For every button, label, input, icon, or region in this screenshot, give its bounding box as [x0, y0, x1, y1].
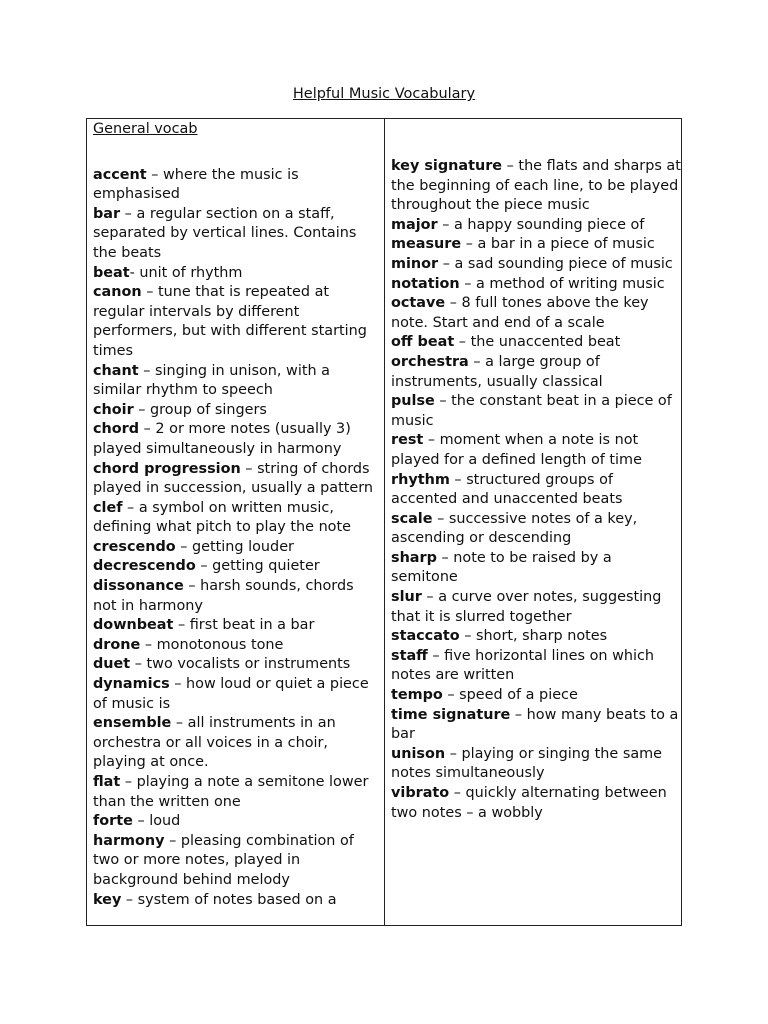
- vocab-definition: – a curve over notes, suggesting that it is slurred together: [391, 589, 662, 625]
- vocab-term: duet: [93, 656, 131, 673]
- vocab-definition: – short, sharp notes: [459, 628, 608, 645]
- vocab-term: orchestra: [391, 353, 469, 370]
- vocab-entry: [93, 655, 381, 675]
- vocab-entry: [391, 627, 681, 647]
- vocab-definition: – five horizontal lines on which notes are written: [391, 647, 654, 684]
- vocab-definition: – how many beats to a bar: [391, 706, 679, 743]
- vocab-term: minor: [391, 255, 439, 272]
- vocab-definition: – the unaccented beat: [454, 334, 621, 351]
- vocab-entry: [391, 235, 681, 255]
- vocab-entry: [93, 577, 381, 616]
- vocab-entry: [391, 588, 681, 627]
- vocab-entry: [93, 401, 381, 421]
- vocab-term: measure: [391, 236, 462, 253]
- vocab-entry: [93, 636, 381, 656]
- vocab-term: pulse: [391, 393, 435, 410]
- vocab-term: staff: [391, 647, 428, 664]
- vocab-entry: [391, 275, 681, 295]
- vocab-definition: – group of singers: [133, 401, 267, 418]
- vocab-entry: [391, 647, 681, 686]
- vocab-entry: [391, 353, 681, 392]
- vocab-definition: – playing a note a semitone lower than the written one: [93, 774, 369, 810]
- vocab-definition: – successive notes of a key, ascending or descending: [391, 510, 638, 547]
- vocab-term: octave: [391, 295, 446, 312]
- vocab-definition: – a method of writing music: [459, 275, 665, 292]
- vocab-definition: – quickly alternating between two notes – a wobbly: [391, 785, 667, 821]
- vocab-definition: – structured groups of accented and unaccented beats: [391, 471, 623, 508]
- vocab-definition: – speed of a piece: [442, 687, 578, 704]
- vocab-term: sharp: [391, 549, 437, 566]
- vocab-definition: – how loud or quiet a piece of music is: [93, 676, 369, 712]
- vocab-term: unison: [391, 745, 446, 762]
- vocab-term: rhythm: [391, 471, 450, 488]
- vocab-entry: [93, 205, 381, 264]
- vocab-entry: [391, 745, 681, 784]
- vocab-definition: – singing in unison, with a similar rhythm to speech: [93, 362, 330, 399]
- vocab-entry: [391, 686, 681, 706]
- page-title: Helpful Music Vocabulary: [292, 86, 476, 102]
- vocab-term: major: [391, 216, 438, 233]
- vocab-definition: – getting quieter: [195, 558, 320, 575]
- vocab-entry: [391, 471, 681, 510]
- vocab-term: notation: [391, 275, 460, 292]
- vocab-term: bar: [93, 205, 121, 222]
- section-heading: General vocab: [93, 121, 198, 137]
- vocab-term: beat: [93, 264, 130, 281]
- vocab-term: canon: [93, 284, 142, 301]
- vocab-entry: [93, 362, 381, 401]
- vocab-definition: – where the music is emphasised: [93, 166, 299, 203]
- vocab-definition: – loud: [132, 813, 181, 830]
- vocab-term: accent: [93, 166, 147, 183]
- vocab-term: ensemble: [93, 715, 172, 732]
- vocab-entry: [391, 333, 681, 353]
- vocab-definition: – all instruments in an orchestra or all voices in a choir, playing at once.: [93, 715, 336, 771]
- vocab-term: key: [93, 891, 122, 908]
- vocab-definition: – moment when a note is not played for a defined length of time: [391, 432, 642, 468]
- vocab-term: forte: [93, 813, 133, 830]
- vocab-entry: [93, 166, 381, 205]
- vocab-term: chord: [93, 421, 140, 438]
- vocab-definition: – monotonous tone: [140, 636, 284, 653]
- vocab-term: staccato: [391, 628, 460, 645]
- vocab-term: dissonance: [93, 578, 184, 595]
- column-divider: [384, 119, 385, 925]
- vocab-definition: – a happy sounding piece of: [437, 216, 645, 233]
- vocab-definition: – a sad sounding piece of music: [438, 255, 673, 272]
- vocab-definition: – a regular section on a staff, separated by vertical lines. Contains the beats: [93, 205, 357, 261]
- vocab-entry: [391, 431, 681, 470]
- vocab-term: off beat: [391, 334, 455, 351]
- vocab-term: decrescendo: [93, 558, 196, 575]
- vocab-entry: [93, 283, 381, 361]
- vocab-term: choir: [93, 401, 134, 418]
- vocab-term: rest: [391, 432, 424, 449]
- vocab-definition: – two vocalists or instruments: [130, 656, 351, 673]
- vocab-entry: [391, 255, 681, 275]
- vocab-definition: – note to be raised by a semitone: [391, 549, 612, 586]
- vocab-definition: – the flats and sharps at the beginning of each line, to be played throughout the piece music: [391, 158, 681, 214]
- vocab-entry: [391, 392, 681, 431]
- vocab-definition: – pleasing combination of two or more notes, played in background behind melody: [93, 832, 354, 888]
- vocab-entry: [93, 420, 381, 459]
- vocab-term: scale: [391, 510, 433, 527]
- vocab-entry: [391, 157, 681, 216]
- vocab-term: key signature: [391, 158, 503, 174]
- vocab-entry: [391, 294, 681, 333]
- vocab-entry: [93, 832, 381, 891]
- vocab-term: chord progression: [93, 460, 241, 477]
- vocabulary-table: [86, 118, 682, 926]
- vocab-entry: [93, 773, 381, 812]
- vocab-definition: – tune that is repeated at regular intervals by different performers, but with different starting times: [93, 284, 367, 359]
- vocab-term: crescendo: [93, 538, 176, 555]
- vocab-term: downbeat: [93, 617, 174, 634]
- vocab-entry: [93, 714, 381, 773]
- vocab-entry: [93, 812, 381, 832]
- vocab-term: flat: [93, 774, 121, 790]
- vocab-entry: [93, 499, 381, 538]
- vocab-entry: [391, 216, 681, 236]
- vocab-definition: – the constant beat in a piece of music: [391, 393, 672, 429]
- vocab-entry: [93, 460, 381, 499]
- vocab-definition: – harsh sounds, chords not in harmony: [93, 578, 354, 614]
- vocab-term: chant: [93, 362, 139, 379]
- vocab-term: harmony: [93, 832, 165, 849]
- vocab-definition: – a bar in a piece of music: [461, 236, 655, 253]
- vocab-entry: [391, 549, 681, 588]
- vocab-term: drone: [93, 636, 141, 653]
- vocab-entry: [93, 538, 381, 558]
- vocab-definition: - unit of rhythm: [129, 264, 243, 281]
- vocab-term: tempo: [391, 687, 443, 704]
- vocab-entry: [93, 264, 381, 284]
- vocab-entry: [391, 784, 681, 823]
- vocab-definition: – playing or singing the same notes simultaneously: [391, 745, 663, 782]
- vocab-term: clef: [93, 499, 123, 516]
- vocab-definition: – 2 or more notes (usually 3) played simultaneously in harmony: [93, 421, 351, 457]
- vocab-definition: – getting louder: [175, 538, 294, 555]
- vocab-term: time signature: [391, 706, 511, 723]
- vocab-definition: – first beat in a bar: [173, 617, 315, 634]
- vocab-definition: – a large group of instruments, usually classical: [391, 353, 603, 390]
- vocab-entry: [93, 616, 381, 636]
- vocab-entry: [93, 557, 381, 577]
- vocab-entry: [391, 510, 681, 549]
- right-column: [391, 119, 681, 823]
- vocab-entry: [93, 891, 381, 911]
- vocab-term: slur: [391, 589, 422, 606]
- vocab-term: dynamics: [93, 676, 170, 693]
- vocab-definition: – system of notes based on a: [121, 891, 337, 908]
- vocab-definition: – a symbol on written music, defining what pitch to play the note: [93, 499, 351, 536]
- vocab-definition: – string of chords played in succession, usually a pattern: [93, 460, 373, 497]
- vocab-term: vibrato: [391, 785, 450, 801]
- left-column: [93, 119, 381, 910]
- vocab-entry: [93, 675, 381, 714]
- vocab-definition: – 8 full tones above the key note. Start and end of a scale: [391, 295, 649, 331]
- vocab-entry: [391, 706, 681, 745]
